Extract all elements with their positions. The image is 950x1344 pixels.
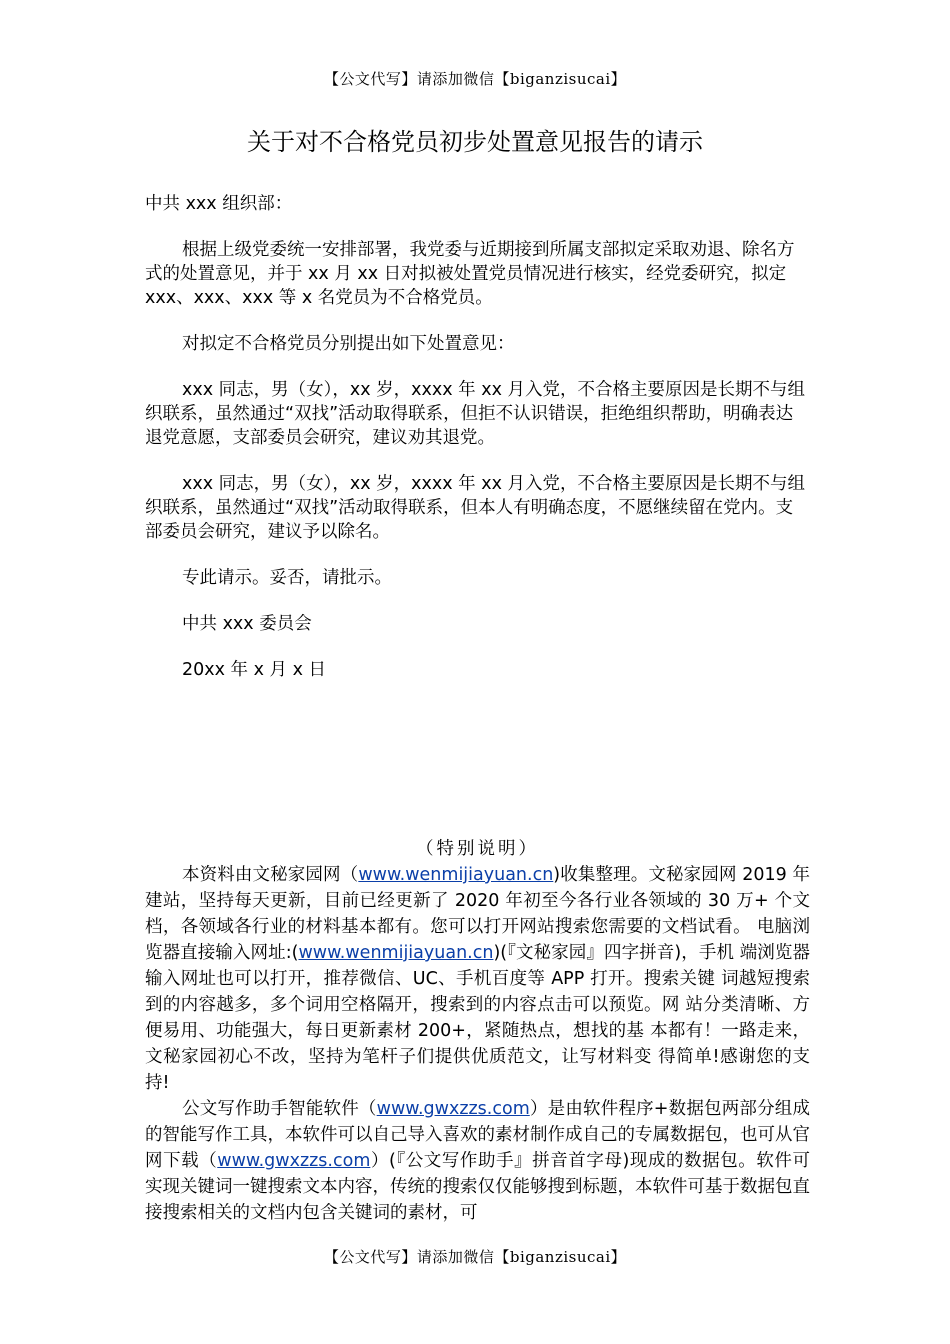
footer-note: 【公文代写】请添加微信【biganzisucai】 — [323, 1248, 627, 1266]
website-link[interactable]: www.wenmijiayuan.cn — [298, 943, 494, 963]
paragraph-intro: 对拟定不合格党员分别提出如下处置意见： — [182, 334, 515, 354]
special-note-title: （特别说明） — [416, 839, 539, 859]
note-text: )(『文秘家园』四字拼音)，手机 端浏览器输入网址也可以打开，推荐微信、UC、手机百度等 APP 打开。搜索关键 词越短搜索到的内容越多，多个词用空格隔开，搜索到的内容点击可以预览。网 站分类清晰、方便易用、功能强大，每日更新素材 200+，紧随热点，想找的基 本都有！一路走来，文秘家园初心不改，坚持为笔杆子们提供优质范文，让写材料变 得简单!感谢您的支持! — [145, 943, 810, 1093]
note-text: 公文写作助手智能软件（ — [182, 1099, 377, 1119]
special-note-paragraph-2 — [145, 1096, 810, 1226]
note-text: 本资料由文秘家园网（ — [182, 865, 359, 885]
note-text: ）是由软件程序+数据包两部分组成的智能写作工具，本软件可以自己导入喜欢的素材制作成自己的专属数据包，也可从官网下载（ — [145, 1099, 811, 1171]
paragraph-background: 根据上级党委统一安排部署，我党委与近期接到所属支部拟定采取劝退、除名方式的处置意见，并于 xx 月 xx 日对拟被处置党员情况进行核实，经党委研究，拟定 xxx、xxx、xxx 等 x 名党员为不合格党员。 — [145, 240, 795, 308]
document-title: 关于对不合格党员初步处置意见报告的请示 — [247, 128, 703, 156]
paragraph-member-1: xxx 同志，男（女），xx 岁，xxxx 年 xx 月入党，不合格主要原因是长期不与组织联系，虽然通过“双找”活动取得联系，但拒不认识错误，拒绝组织帮助，明确表达退党意愿，支部委员会研究，建议劝其退党。 — [145, 380, 805, 448]
website-link[interactable]: www.wenmijiayuan.cn — [358, 865, 554, 885]
paragraph-member-2: xxx 同志，男（女），xx 岁，xxxx 年 xx 月入党，不合格主要原因是长期不与组织联系，虽然通过“双找”活动取得联系，但本人有明确态度，不愿继续留在党内。支部委员会研究，建议予以除名。 — [145, 474, 805, 542]
signature-organization: 中共 xxx 委员会 — [182, 614, 312, 634]
header-note: 【公文代写】请添加微信【biganzisucai】 — [323, 70, 627, 88]
salutation: 中共 xxx 组织部： — [145, 194, 293, 214]
note-text: )收集整理。文秘家园网 2019 年建站，坚持每天更新，目前已经更新了 2020 年初至今各行业各领域的 30 万+ 个文档，各领域各行业的材料基本都有。您可以打开网站搜索您需要的文档试看。 电脑浏览器直接输入网址:( — [145, 865, 810, 963]
paragraph-closing: 专此请示。妥否，请批示。 — [182, 568, 392, 588]
software-link[interactable]: www.gwxzzs.com — [376, 1099, 530, 1119]
special-note-paragraph-1 — [145, 862, 810, 1096]
document-body — [145, 192, 810, 704]
special-note — [145, 836, 810, 1226]
signature-date: 20xx 年 x 月 x 日 — [182, 660, 327, 680]
note-text: ）(『公文写作助手』拼音首字母)现成的数据包。软件可实现关键词一键搜索文本内容，传统的搜索仅仅能够搜到标题，本软件可基于数据包直接搜索相关的文档内包含关键词的素材，可 — [145, 1151, 810, 1223]
software-link[interactable]: www.gwxzzs.com — [217, 1151, 371, 1171]
